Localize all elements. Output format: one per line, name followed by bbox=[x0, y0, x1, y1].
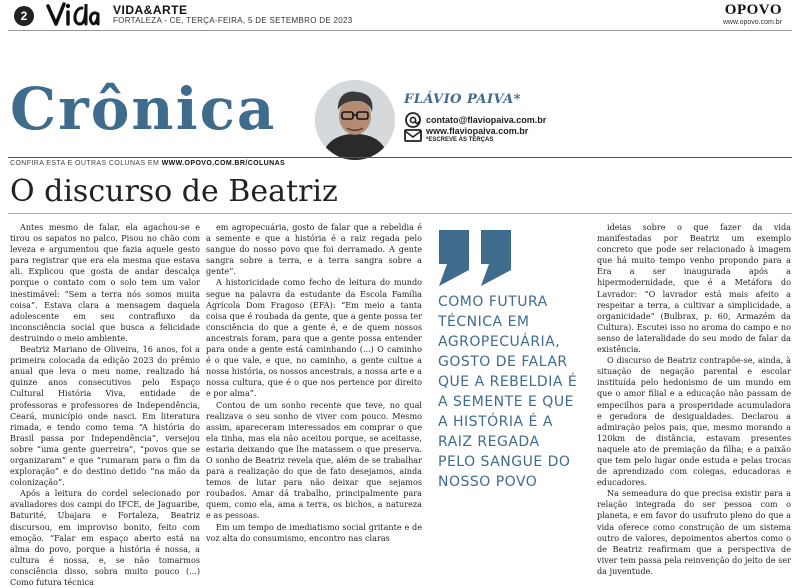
vida-logo bbox=[44, 0, 100, 28]
page-number: 2 bbox=[14, 6, 34, 26]
author-email[interactable]: contato@flaviopaiva.com.br bbox=[426, 115, 547, 125]
article-column-2 bbox=[206, 222, 422, 544]
author-photo bbox=[315, 80, 395, 160]
paragraph: Contou de um sonho recente que teve, no qual realizava o seu sonho de viver com pouco. Mesmo assim, apareceram interessados em comprar o que ela tinha, mas ela não aceitou porque, se aceitasse, estaria deixando que lhe matassem o que preserva. O sonho de Beatriz revela que, além de se trabalhar para a realização do que de fato desejamos, ainda temos de lutar para não deixar que sejamos roubados. Amar dá trabalho, principalmente para quem, como ela, ama a terra, os bichos, a natureza e as pessoas. bbox=[206, 399, 422, 521]
column-title: Crônica bbox=[10, 75, 277, 143]
article-column-4 bbox=[597, 222, 791, 577]
paragraph: Antes mesmo de falar, ela agachou-se e tirou os sapatos no palco. Pisou no chão com leveza e argumentou que fazia aquele gesto para registrar que era ela mesma que estava ali. Explicou que gosta de andar descalça porque o contato com o solo tem um valor inestimável: “Sem a terra nós somos muita coisa”. Estava clara a mensagem daquela adolescente em seu contrafluxo da inconsciência social que busca a felicidade destruindo o meio ambiente. bbox=[10, 222, 200, 343]
paragraph: Em um tempo de imediatismo social gritante e de voz alta do consumismo, encontro nas claras bbox=[206, 521, 422, 543]
paragraph: Beatriz Mariano de Oliveira, 16 anos, foi a primeira colocada da edição 2023 do prêmio anual que leva o meu nome, realizado há quinze anos consecutivos pelo Espaço Cultural História Viva, entidade de professoras e professores de Independência, Ceará, município onde nasci. Em literatura rimada, e tendo como tema “A história do Brasil passa por Independência”, versejou sobre “uma gente guerreira”, “povos que se organizaram” e que “rumaram para o fim da exploração” e do destino detido “na mão da colonização”. bbox=[10, 344, 200, 488]
quote-marks-icon bbox=[437, 230, 517, 286]
author-name: FLÁVIO PAIVA* bbox=[404, 92, 521, 107]
at-envelope-icon bbox=[404, 112, 422, 142]
divider bbox=[8, 157, 792, 158]
paragraph: em agropecuária, gosto de falar que a rebeldia é a semente e que a história é a raiz regada pelo sangue do nosso povo que foi derramado. A gente sangra sobre a terra, e a terra sangra sobre a gente”. bbox=[206, 222, 422, 277]
paper-logo: OPOVO bbox=[724, 2, 782, 18]
paragraph: Na semeadura do que precisa existir para a relação integrada do ser pessoa com o planeta, e em favor do usufruto pleno do que a vida oferece como construção de um sistema outro de valores, depoimentos abertos como o de Beatriz reafirmam que a perspectiva de viver tem passa pela reinvenção do jeito de ser da juventude. bbox=[597, 488, 791, 576]
columns-promo bbox=[10, 160, 285, 167]
headline: O discurso de Beatriz bbox=[10, 174, 338, 209]
paragraph: Após a leitura do cordel selecionado por avaliadores dos campi do IFCE, de Jaguaribe, Baturité, Ubajara e Fortaleza, Beatriz discursou, em improviso bonito, feito com emoção. “Falar em espaço aberto está na alma do povo, porque a história é nossa, a cultura é nossa, e, se não tomarmos consciência disso, sobra muito pouco (...) Como futura técnica bbox=[10, 488, 200, 587]
promo-text: CONFIRA ESTA E OUTRAS COLUNAS EM bbox=[10, 160, 160, 167]
dateline: FORTALEZA - CE, TERÇA-FEIRA, 5 DE SETEMBRO DE 2023 bbox=[113, 16, 353, 25]
paragraph: O discurso de Beatriz contrapõe-se, ainda, à situação de negação parental e escolar instituída pelo hedonismo de um mundo em que o amor filial e a educação não passam de empecilhos para a prosperidade acumuladora e geradora de desigualdades. Declarou a admiração pelos pais, que, mesmo morando a 120km de distância, estavam presentes naquele ato de premiação da filha; e a paixão que tem pelo lugar onde estuda e pelas trocas de aprendizado com colegas, educadoras e educadores. bbox=[597, 355, 791, 488]
paragraph: ideias sobre o que fazer da vida manifestadas por Beatriz um exemplo concreto que pode ser relacionado à imagem que há muito tempo venho propondo para a Era a ser inaugurada após a hipermodernidade, que é a Metáfora do Lavrador: “O lavrador está mais afeito a respeitar a terra, a cultivar a simplicidade, a organicidade” (Bulbrax, p. 60, Armazém da Cultura). Escutei isso no aroma do campo e no senso de lateralidade do seu modo de falar da existência. bbox=[597, 222, 791, 355]
section-name: VIDA&ARTE bbox=[113, 3, 188, 17]
paragraph: A historicidade como fecho de leitura do mundo segue na palavra da estudante da Escola Família Agrícola Dom Fragoso (EFA): “Em meio a tanta coisa que é roubada da gente, que a gente possa ter consciência do que a gente é, e de quem nossos ancestrais foram, para que a gente possa entender para onde a gente está caminhando (...) O caminho é o que vale, e que, no caminho, a gente cultue a nossa história, os nossos ancestrais, a nossa arte e a nossa cultura, que é o que nos pertence por direito e por alma”. bbox=[206, 277, 422, 399]
paper-url: www.opovo.com.br bbox=[722, 19, 782, 26]
author-portrait-icon bbox=[315, 80, 395, 160]
schedule-note: *ESCREVE ÀS TERÇAS bbox=[426, 137, 494, 143]
top-bar bbox=[0, 0, 800, 30]
pull-quote: COMO FUTURA TÉCNICA EM AGROPECUÁRIA, GOSTO DE FALAR QUE A REBELDIA É A SEMENTE E QUE A HISTÓRIA É A RAIZ REGADA PELO SANGUE DO NOSSO POVO bbox=[438, 294, 578, 490]
author-website[interactable]: www.flaviopaiva.com.br bbox=[426, 126, 529, 136]
article-column-1 bbox=[10, 222, 200, 588]
divider bbox=[8, 30, 792, 31]
divider bbox=[8, 213, 792, 214]
promo-url[interactable]: WWW.OPOVO.COM.BR/COLUNAS bbox=[161, 160, 286, 167]
